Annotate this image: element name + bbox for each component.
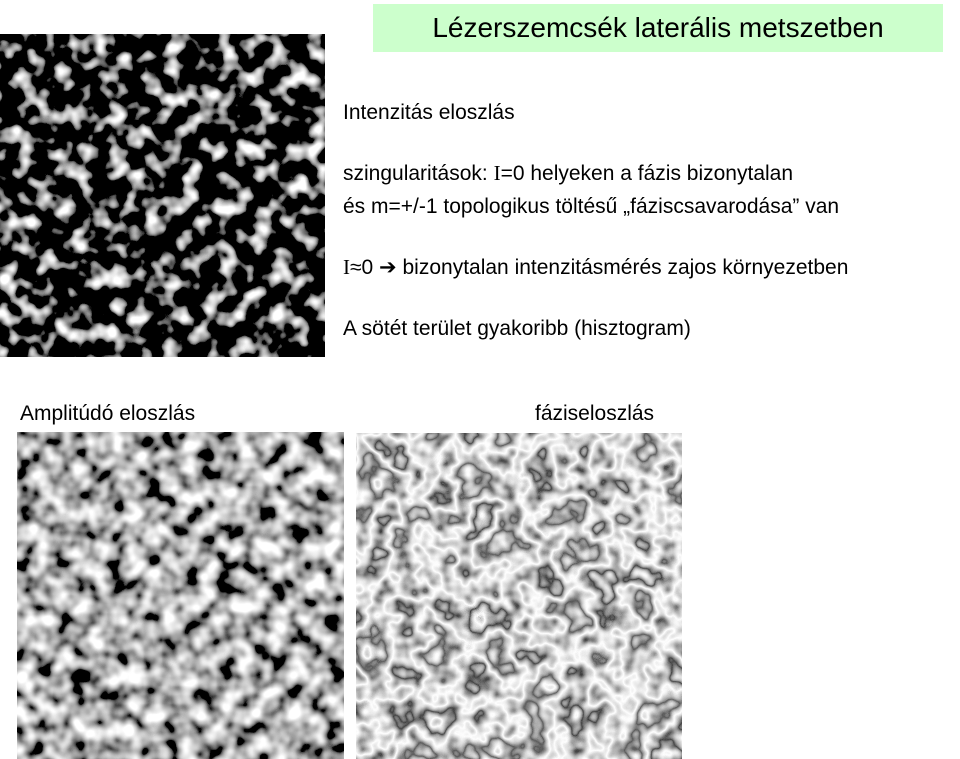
phase-distribution-label: fáziseloszlás: [535, 402, 655, 425]
singularities-prefix: szingularitások:: [343, 162, 494, 185]
singularities-rest: =0 helyeken a fázis bizonytalan: [500, 162, 794, 185]
slide-title: [373, 4, 943, 52]
singularities-intensity-symbol: I: [493, 161, 501, 185]
approx-zero-line: [343, 257, 848, 278]
approx-intensity-symbol: I: [343, 255, 350, 279]
topological-charge-line: és m=+/-1 topologikus töltésű „fáziscsavarodása” van: [343, 195, 840, 218]
amplitude-speckle-image: [17, 432, 344, 759]
amplitude-distribution-label: Amplitúdó eloszlás: [20, 402, 196, 425]
approx-rest: bizonytalan intenzitásmérés zajos környezetben: [396, 256, 849, 279]
intensity-speckle-image: [0, 34, 325, 357]
phase-distribution-image: [356, 433, 682, 759]
slide-title-text: Lézerszemcsék laterális metszetben: [432, 12, 884, 43]
dark-area-line: A sötét terület gyakoribb (hisztogram): [343, 317, 691, 340]
intensity-distribution-label: Intenzitás eloszlás: [343, 101, 515, 124]
arrow-icon: ➔: [379, 256, 397, 279]
singularities-line: [343, 163, 793, 184]
approx-symbol: ≈0: [350, 256, 380, 279]
